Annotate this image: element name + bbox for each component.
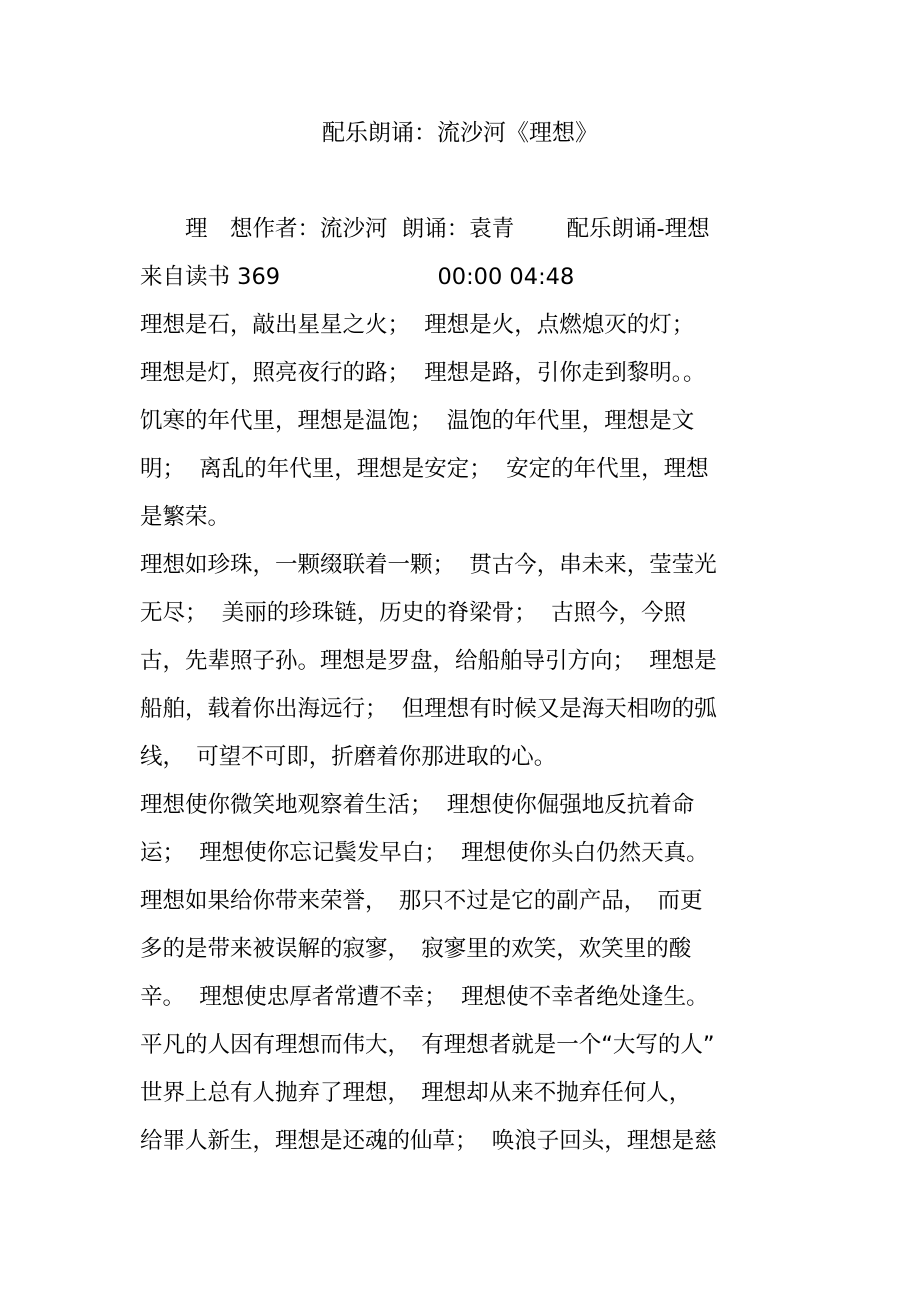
text-line-20: 给罪人新生，理想是还魂的仙草； 唤浪子回头，理想是慈 xyxy=(140,1128,717,1154)
text-line-12: 线， 可望不可即，折磨着你那进取的心。 xyxy=(140,744,557,770)
text-line-17: 辛。 理想使忠厚者常遭不幸； 理想使不幸者绝处逢生。 xyxy=(140,984,709,1010)
text-line-3: 理想是石，敲出星星之火； 理想是火，点燃熄灭的灯； xyxy=(140,312,695,338)
text-line-5: 饥寒的年代里，理想是温饱； 温饱的年代里，理想是文 xyxy=(140,408,695,434)
text-line-9: 无尽； 美丽的珍珠链，历史的脊梁骨； 古照今，今照 xyxy=(140,600,687,626)
text-line-14: 运； 理想使你忘记鬓发早白； 理想使你头白仍然天真。 xyxy=(140,840,709,866)
document-title: 配乐朗诵：流沙河《理想》 xyxy=(322,120,598,146)
text-line-18: 平凡的人因有理想而伟大， 有理想者就是一个“大写的人” xyxy=(140,1032,715,1058)
text-line-8: 理想如珍珠，一颗缀联着一颗； 贯古今，串未来，莹莹光 xyxy=(140,552,717,578)
text-line-19: 世界上总有人抛弃了理想， 理想却从来不抛弃任何人， xyxy=(140,1080,692,1106)
text-line-13: 理想使你微笑地观察着生活； 理想使你倔强地反抗着命 xyxy=(140,792,695,818)
text-line-11: 船舶，载着你出海远行； 但理想有时候又是海天相吻的弧 xyxy=(140,696,717,722)
text-line-1: 理 想作者：流沙河 朗诵：袁青 配乐朗诵-理想 xyxy=(140,216,710,242)
text-line-15: 理想如果给你带来荣誉， 那只不过是它的副产品， 而更 xyxy=(140,888,703,914)
text-line-16: 多的是带来被误解的寂寥， 寂寥里的欢笑，欢笑里的酸 xyxy=(140,936,692,962)
text-line-6: 明； 离乱的年代里，理想是安定； 安定的年代里，理想 xyxy=(140,456,709,482)
text-line-10: 古，先辈照子孙。理想是罗盘，给船舶导引方向； 理想是 xyxy=(140,648,717,674)
text-line-2: 来自读书 369 00:00 04:48 xyxy=(140,264,575,290)
text-line-7: 是繁荣。 xyxy=(140,504,231,530)
text-line-4: 理想是灯，照亮夜行的路； 理想是路，引你走到黎明。。 xyxy=(140,360,706,386)
